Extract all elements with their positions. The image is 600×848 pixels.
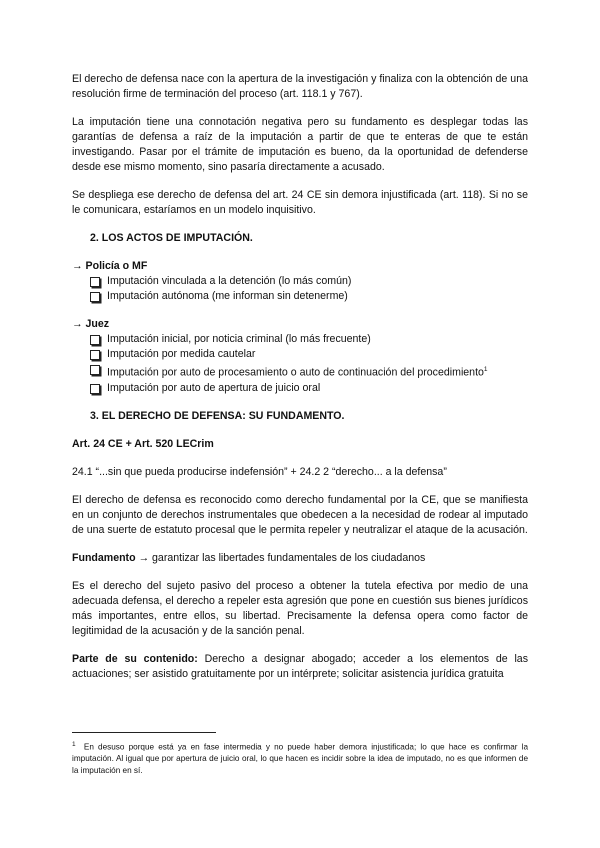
footnote-reference[interactable]: 1 <box>483 366 488 373</box>
paragraph-inicio-defensa: El derecho de defensa nace con la apertura de la investigación y finaliza con la obtención de una resolución firme de terminación del proceso (art. 118.1 y 767). <box>72 73 528 100</box>
checkbox-bullet-icon <box>90 365 100 375</box>
paragraph-imputacion: La imputación tiene una connotación negativa pero su fundamento es desplegar todas las garantías de defensa a raíz de la imputación a partir de que te enteras de que te están investigando. Pasar por el trámite de imputación es bueno, da la oportunidad de defenderse desde ese mismo momento, sino pasaría directamente a acusado. <box>72 116 528 173</box>
list-juez <box>72 332 528 396</box>
paragraph-contenido <box>72 652 528 682</box>
checkbox-bullet-icon <box>90 350 100 360</box>
section-heading-derecho-defensa: 3. EL DERECHO DE DEFENSA: SU FUNDAMENTO. <box>90 409 345 422</box>
footnote-divider <box>72 732 216 733</box>
paragraph-derecho-fundamental: El derecho de defensa es reconocido como derecho fundamental por la CE, que se manifiesta en un conjunto de derechos instrumentales que obedecen a la necesidad de rodear al imputado de una suerte de estatuto procesal que le permita repeler y neutralizar el ataque de la acusación. <box>72 493 528 536</box>
list-item: Imputación vinculada a la detención (lo más común) <box>90 274 528 289</box>
checkbox-bullet-icon <box>90 277 100 287</box>
list-item: Imputación autónoma (me informan sin detenerme) <box>90 289 528 304</box>
checkbox-bullet-icon <box>90 384 100 394</box>
checkbox-bullet-icon <box>90 335 100 345</box>
paragraph-art24: Se despliega ese derecho de defensa del art. 24 CE sin demora injustificada (art. 118). Si no se le comunicara, estaríamos en un modelo inquisitivo. <box>72 189 528 216</box>
section-heading-actos-imputacion: 2. LOS ACTOS DE IMPUTACIÓN. <box>90 232 253 244</box>
list-item: Imputación por medida cautelar <box>90 347 528 362</box>
paragraph-fundamento <box>72 551 528 566</box>
document-body <box>72 72 528 682</box>
footnote-text: En desuso porque está ya en fase intermedia y no puede haber demora injustificada; lo que hace es confirmar la imputación. Al igual que por apertura de juicio oral, lo que hacen es incidir sobre la idea de imputado, no es que informen de la imputación en sí. <box>72 742 528 775</box>
list-policia <box>72 274 528 304</box>
fundamento-label: Fundamento <box>72 551 136 564</box>
paragraph-sujeto-pasivo: Es el derecho del sujeto pasivo del proceso a obtener la tutela efectiva por medio de una adecuada defensa, el derecho a repeler esta agresión que pone en cuestión sus bienes jurídicos más importantes, entre ellos, su libertad. Precisamente la defensa opera como factor de legitimidad de la acusación y de la sanción penal. <box>72 579 528 637</box>
heading-policia-mf: → Policía o MF <box>72 260 148 272</box>
contenido-label: Parte de su contenido: <box>72 652 198 665</box>
heading-juez: → Juez <box>72 318 110 330</box>
checkbox-bullet-icon <box>90 292 100 302</box>
footnote-mark: 1 <box>72 741 76 748</box>
list-item: Imputación inicial, por noticia criminal (lo más frecuente) <box>90 332 528 347</box>
contenido-text: Derecho a designar abogado; acceder a los elementos de las actuaciones; ser asistido gratuitamente por un intérprete; solicitar asistencia jurídica gratuita <box>72 652 528 680</box>
footnote <box>72 739 528 776</box>
fundamento-text: → garantizar las libertades fundamentales de los ciudadanos <box>135 551 426 564</box>
quote-art24: 24.1 “...sin que pueda producirse indefensión” + 24.2 2 “derecho... a la defensa” <box>72 465 447 478</box>
list-item: Imputación por auto de procesamiento o auto de continuación del procedimiento$^1$ <box>90 362 528 381</box>
list-item: Imputación por auto de apertura de juicio oral <box>90 381 528 396</box>
heading-articulos: Art. 24 CE + Art. 520 LECrim <box>72 437 214 450</box>
